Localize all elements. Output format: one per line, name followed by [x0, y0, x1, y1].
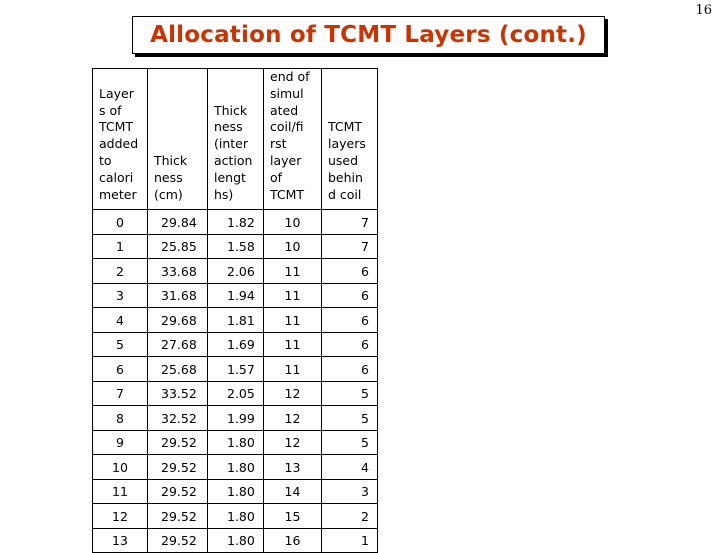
- allocation-table: [92, 68, 378, 553]
- header-layers-behind-coil: TCMT layers used behin d coil: [322, 69, 378, 210]
- cell-layers-added: 12: [93, 504, 148, 529]
- cell-layers-behind: 7: [322, 210, 378, 235]
- cell-layers-behind: 6: [322, 332, 378, 357]
- cell-thickness-cm: 29.52: [148, 528, 208, 553]
- header-layers-added: Layer s of TCMT added to calori meter: [93, 69, 148, 210]
- cell-end-of-coil: 11: [264, 357, 322, 382]
- cell-layers-behind: 5: [322, 406, 378, 431]
- table-row: [93, 308, 378, 333]
- cell-thickness-lambda: 1.80: [208, 430, 264, 455]
- cell-layers-added: 10: [93, 455, 148, 480]
- cell-thickness-lambda: 1.80: [208, 479, 264, 504]
- table-row: [93, 430, 378, 455]
- cell-thickness-cm: 29.52: [148, 479, 208, 504]
- cell-thickness-cm: 25.85: [148, 234, 208, 259]
- cell-end-of-coil: 15: [264, 504, 322, 529]
- cell-layers-added: 8: [93, 406, 148, 431]
- cell-thickness-lambda: 1.80: [208, 455, 264, 480]
- cell-thickness-cm: 27.68: [148, 332, 208, 357]
- cell-thickness-lambda: 1.80: [208, 528, 264, 553]
- cell-layers-added: 7: [93, 381, 148, 406]
- cell-thickness-lambda: 1.81: [208, 308, 264, 333]
- cell-layers-added: 4: [93, 308, 148, 333]
- cell-thickness-lambda: 1.69: [208, 332, 264, 357]
- table-row: [93, 283, 378, 308]
- cell-thickness-cm: 33.68: [148, 259, 208, 284]
- cell-thickness-lambda: 2.05: [208, 381, 264, 406]
- cell-layers-behind: 4: [322, 455, 378, 480]
- cell-layers-behind: 6: [322, 357, 378, 382]
- cell-layers-behind: 1: [322, 528, 378, 553]
- table-row: [93, 210, 378, 235]
- cell-layers-behind: 5: [322, 430, 378, 455]
- cell-thickness-cm: 29.68: [148, 308, 208, 333]
- cell-layers-behind: 5: [322, 381, 378, 406]
- table-row: [93, 406, 378, 431]
- cell-thickness-lambda: 1.99: [208, 406, 264, 431]
- cell-end-of-coil: 14: [264, 479, 322, 504]
- cell-layers-added: 11: [93, 479, 148, 504]
- cell-layers-behind: 6: [322, 283, 378, 308]
- table-row: [93, 234, 378, 259]
- cell-thickness-cm: 31.68: [148, 283, 208, 308]
- header-thickness-cm: Thick ness (cm): [148, 69, 208, 210]
- cell-end-of-coil: 10: [264, 210, 322, 235]
- slide-title: Allocation of TCMT Layers (cont.): [150, 22, 587, 48]
- table-row: [93, 332, 378, 357]
- table-row: [93, 479, 378, 504]
- cell-layers-added: 6: [93, 357, 148, 382]
- page-number: 16: [695, 3, 712, 18]
- cell-layers-behind: 3: [322, 479, 378, 504]
- cell-end-of-coil: 11: [264, 283, 322, 308]
- table-row: [93, 528, 378, 553]
- cell-thickness-cm: 29.52: [148, 504, 208, 529]
- header-end-of-simulated-coil: end of simul ated coil/fi rst layer of TCMT: [264, 69, 322, 210]
- cell-thickness-lambda: 1.58: [208, 234, 264, 259]
- cell-layers-behind: 6: [322, 308, 378, 333]
- cell-end-of-coil: 12: [264, 406, 322, 431]
- cell-layers-added: 9: [93, 430, 148, 455]
- cell-layers-behind: 6: [322, 259, 378, 284]
- table-row: [93, 357, 378, 382]
- cell-layers-added: 3: [93, 283, 148, 308]
- cell-end-of-coil: 11: [264, 259, 322, 284]
- table-row: [93, 504, 378, 529]
- table-row: [93, 259, 378, 284]
- cell-end-of-coil: 16: [264, 528, 322, 553]
- slide-title-box: [132, 16, 605, 54]
- cell-end-of-coil: 11: [264, 308, 322, 333]
- cell-layers-behind: 7: [322, 234, 378, 259]
- cell-end-of-coil: 11: [264, 332, 322, 357]
- header-thickness-interaction-lengths: Thick ness (inter action lengt hs): [208, 69, 264, 210]
- cell-thickness-cm: 29.52: [148, 455, 208, 480]
- table-header-row: [93, 69, 378, 210]
- cell-thickness-lambda: 2.06: [208, 259, 264, 284]
- cell-thickness-lambda: 1.57: [208, 357, 264, 382]
- cell-end-of-coil: 12: [264, 381, 322, 406]
- cell-end-of-coil: 12: [264, 430, 322, 455]
- cell-layers-added: 1: [93, 234, 148, 259]
- cell-thickness-lambda: 1.80: [208, 504, 264, 529]
- cell-thickness-cm: 25.68: [148, 357, 208, 382]
- cell-layers-behind: 2: [322, 504, 378, 529]
- table-row: [93, 381, 378, 406]
- cell-thickness-cm: 29.52: [148, 430, 208, 455]
- cell-thickness-cm: 29.84: [148, 210, 208, 235]
- cell-end-of-coil: 13: [264, 455, 322, 480]
- cell-layers-added: 2: [93, 259, 148, 284]
- cell-thickness-cm: 32.52: [148, 406, 208, 431]
- table-row: [93, 455, 378, 480]
- table-body: [93, 210, 378, 553]
- cell-layers-added: 0: [93, 210, 148, 235]
- cell-thickness-lambda: 1.94: [208, 283, 264, 308]
- cell-layers-added: 13: [93, 528, 148, 553]
- cell-thickness-lambda: 1.82: [208, 210, 264, 235]
- cell-end-of-coil: 10: [264, 234, 322, 259]
- cell-layers-added: 5: [93, 332, 148, 357]
- cell-thickness-cm: 33.52: [148, 381, 208, 406]
